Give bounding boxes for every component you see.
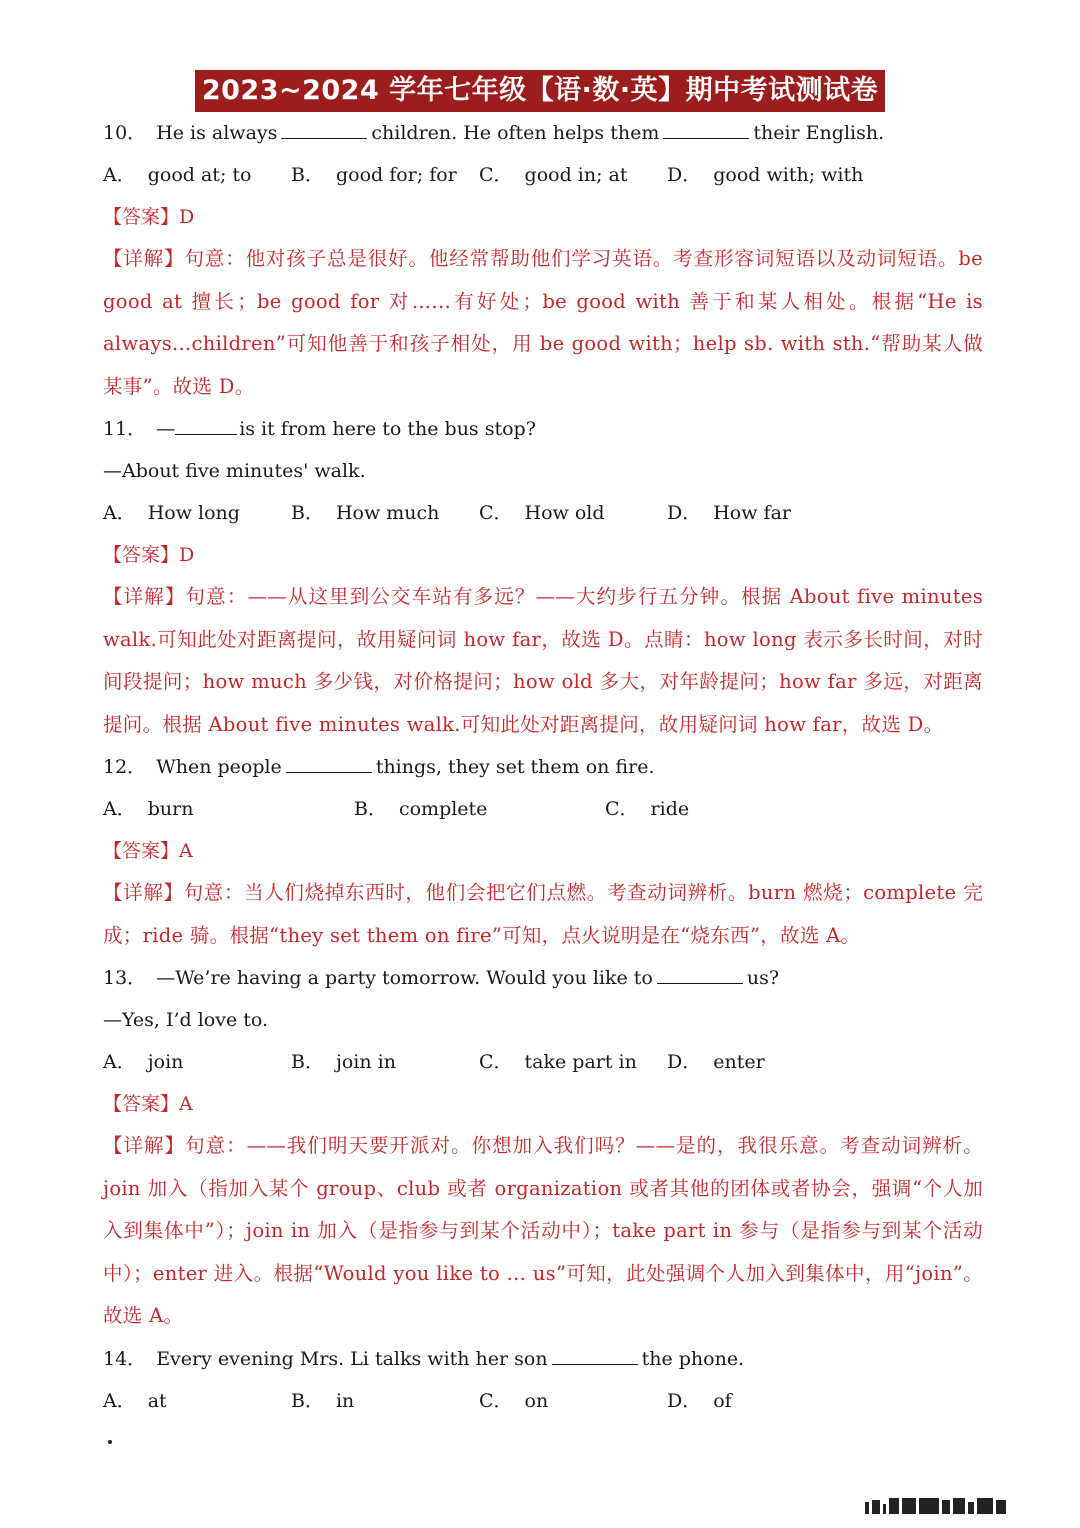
question-11-explanation: 【详解】句意：——从这里到公交车站有多远？——大约步行五分钟。根据 About five minutes walk.可知此处对距离提问，故用疑问词 how far，故选 D。点睛：how long 表示多长时间，对时间段提问；how much 多少钱，对价格提问；how old 多大，对年龄提问；how far 多远，对距离提问。根据 About five minutes walk.可知此处对距离提问，故用疑问词 how far，故选 D。 — [103, 585, 984, 736]
question-number: 13． — [103, 967, 147, 989]
question-number: 10． — [103, 122, 147, 144]
question-11-options — [103, 492, 983, 534]
question-number: 11． — [103, 418, 147, 440]
option-d: D． good with; with — [667, 164, 864, 186]
question-list — [103, 112, 983, 1422]
question-12-explanation: 【详解】句意：当人们烧掉东西时，他们会把它们点燃。考查动词辨析。burn 燃烧；complete 完成；ride 骑。根据“they set them on fire”可知，点火说明是在“烧东西”，故选 A。 — [103, 881, 984, 947]
question-13-stem — [103, 957, 983, 999]
question-10-explanation: 【详解】句意：他对孩子总是很好。他经常帮助他们学习英语。考查形容词短语以及动词短语。be good at 擅长；be good for 对……有好处；be good with 善于和某人相处。根据“He is always...children”可知他善于和孩子相处，用 be good with；help sb. with sth.“帮助某人做某事”。故选 D。 — [103, 247, 983, 398]
option-a: A． How long — [103, 502, 240, 524]
answer-blank — [281, 122, 367, 139]
question-10-stem — [103, 112, 983, 154]
stem-text: —We’re having a party tomorrow. Would you like to — [156, 967, 653, 989]
question-12-answer: 【答案】A — [103, 840, 193, 862]
option-c: C． How old — [479, 502, 605, 524]
stem-text: the phone. — [641, 1347, 745, 1370]
option-c: C． on — [479, 1389, 549, 1412]
option-c: C． good in; at — [479, 164, 628, 186]
question-11-reply: —About five minutes' walk. — [103, 460, 366, 482]
stem-text: their English. — [753, 122, 885, 144]
option-b: B． join in — [291, 1051, 396, 1073]
stem-text: — — [156, 418, 176, 440]
question-11-stem — [103, 408, 983, 450]
option-b: B． complete — [354, 798, 488, 820]
question-13-explanation: 【详解】句意：——我们明天要开派对。你想加入我们吗？——是的，我很乐意。考查动词辨析。join 加入（指加入某个 group、club 或者 organization 或者其他的团体或者协会，强调“个人加入到集体中”）；join in 加入（是指参与到某个活动中）；take part in 参与（是指参与到某个活动中）；enter 进入。根据“Would you like to ... us”可知，此处强调个人加入到集体中，用“join”。故选 A。 — [103, 1134, 983, 1327]
question-12-stem — [103, 746, 983, 788]
question-11-answer: 【答案】D — [103, 544, 195, 566]
stem-text: When people — [156, 756, 282, 778]
stem-text: He is always — [156, 122, 278, 144]
option-b: B． How much — [291, 502, 440, 524]
option-c: C． take part in — [479, 1051, 637, 1073]
stem-text: children. He often helps them — [371, 122, 660, 144]
question-number: 14． — [103, 1347, 147, 1370]
option-a: A． burn — [103, 798, 194, 820]
option-b: B． in — [291, 1389, 355, 1412]
question-10-answer: 【答案】D — [103, 206, 195, 228]
option-a: A． at — [103, 1389, 167, 1412]
question-number: 12． — [103, 756, 147, 778]
answer-blank — [286, 756, 372, 773]
stem-text: us? — [746, 967, 780, 989]
option-a: A． join — [103, 1051, 184, 1073]
option-b: B． good for; for — [291, 164, 457, 186]
option-d: D． How far — [667, 502, 791, 524]
stem-text: is it from here to the bus stop? — [239, 418, 536, 440]
stem-text: Every evening Mrs. Li talks with her son — [156, 1347, 548, 1370]
page-title: 2023~2024 学年七年级【语·数·英】期中考试测试卷 — [195, 70, 885, 112]
option-d: D． of — [667, 1389, 732, 1412]
question-14-options — [103, 1380, 983, 1422]
stray-dot — [108, 1440, 112, 1444]
question-10-options — [103, 154, 983, 196]
question-14-stem — [103, 1338, 983, 1380]
option-a: A． good at; to — [103, 164, 252, 186]
scan-artifact-bar — [865, 1494, 1055, 1514]
question-13-options — [103, 1041, 983, 1083]
answer-blank — [552, 1348, 638, 1365]
answer-blank — [657, 967, 743, 984]
option-d: D． enter — [667, 1051, 765, 1073]
answer-blank — [663, 122, 749, 139]
question-13-reply: —Yes, I’d love to. — [103, 1009, 269, 1031]
question-12-options — [103, 788, 983, 830]
answer-blank — [175, 418, 237, 435]
question-13-answer: 【答案】A — [103, 1093, 193, 1115]
option-c: C． ride — [605, 798, 690, 820]
stem-text: things, they set them on fire. — [375, 756, 655, 778]
